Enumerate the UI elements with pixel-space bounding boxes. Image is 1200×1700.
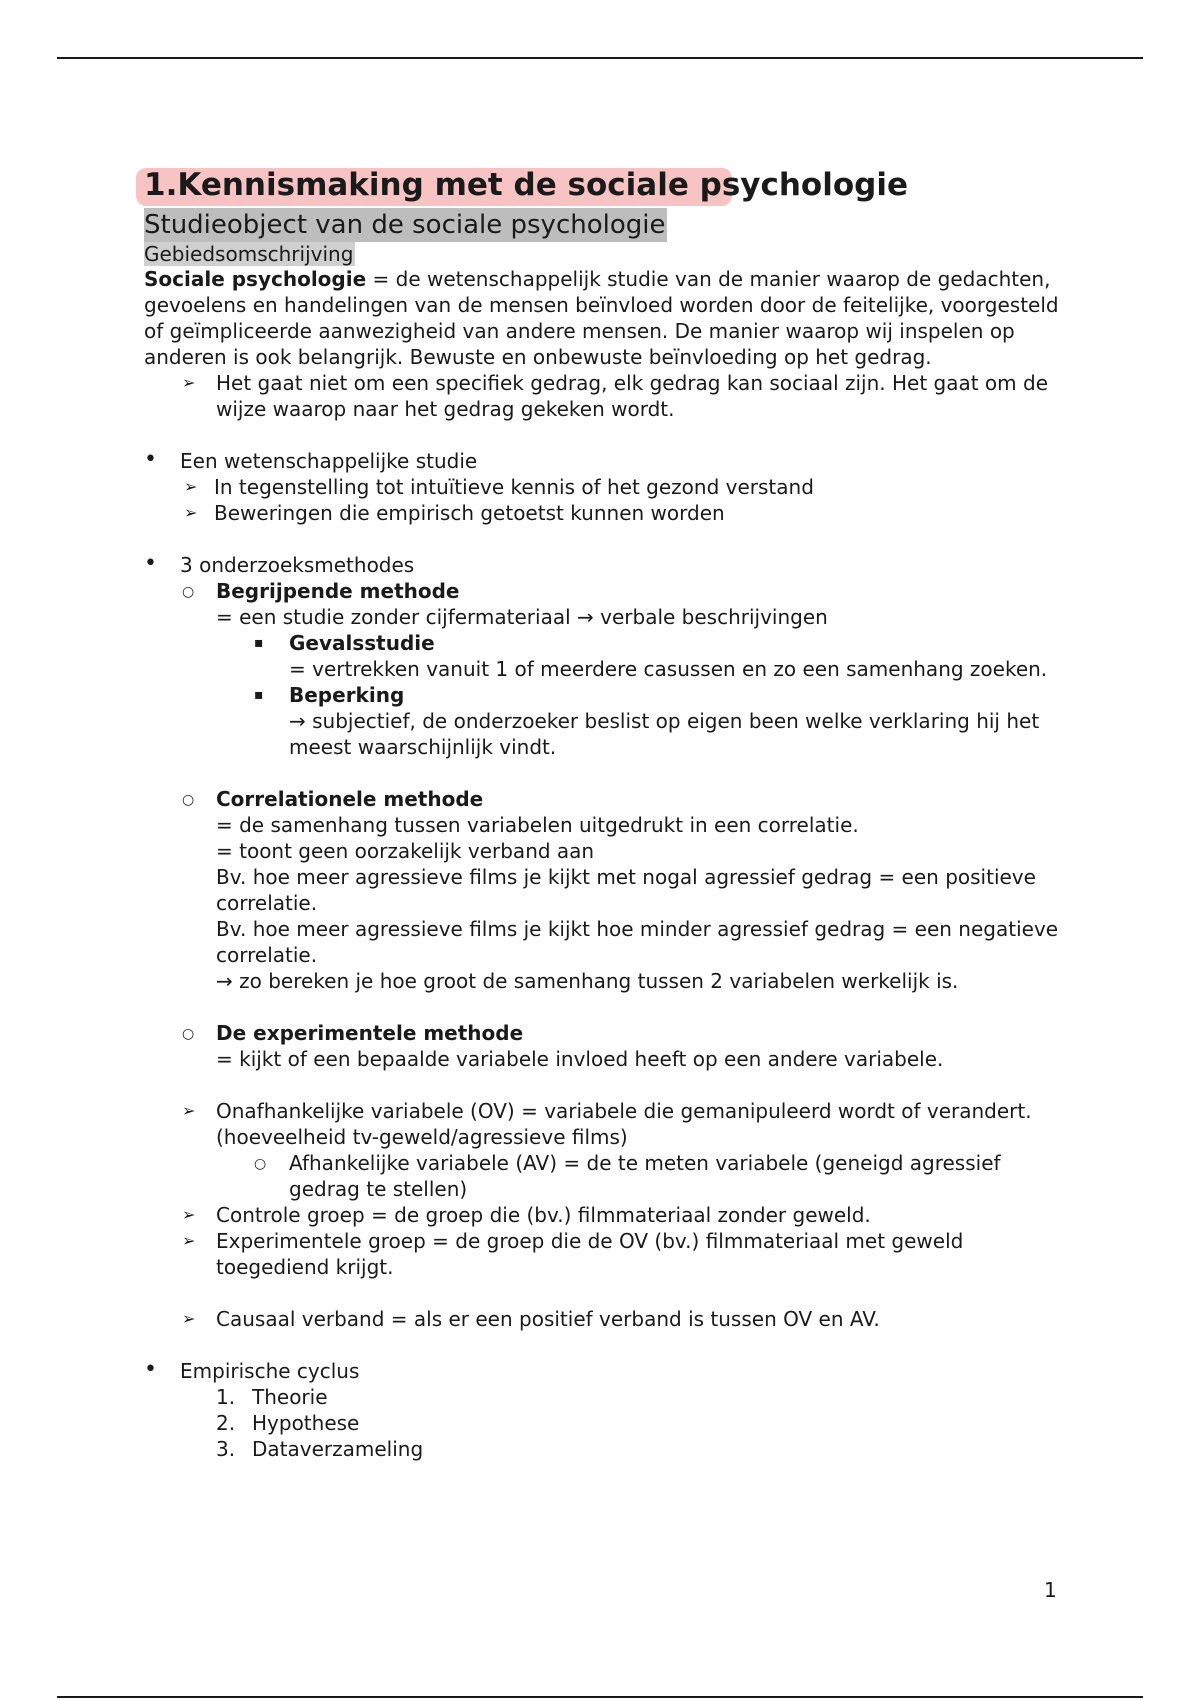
list-item <box>144 578 1064 604</box>
list-item <box>144 682 1064 708</box>
definition-paragraph <box>144 266 1064 370</box>
arrow-bullet-icon: ➢ <box>184 503 198 522</box>
list-item <box>144 1020 1064 1046</box>
list-item <box>144 1358 1064 1384</box>
circle-bullet-icon: ○ <box>182 792 195 808</box>
subsection-heading: Gebiedsomschrijving <box>144 242 354 266</box>
square-bullet-icon: ▪ <box>254 635 264 651</box>
list-item-text: → subjectief, de onderzoeker beslist op eigen been welke verklaring hij het meest waarschijnlijk vindt. <box>289 709 1040 759</box>
circle-bullet-icon: ○ <box>254 1156 267 1172</box>
list-item <box>144 786 1064 812</box>
list-item-text: Causaal verband = als er een positief verband is tussen OV en AV. <box>216 1307 880 1331</box>
header-rule <box>57 57 1143 59</box>
definition-term: Sociale psychologie <box>144 267 367 291</box>
list-item-text: = vertrekken vanuit 1 of meerdere casussen en zo een samenhang zoeken. <box>289 657 1048 681</box>
list-item-text: Controle groep = de groep die (bv.) filmmateriaal zonder geweld. <box>216 1203 871 1227</box>
list-item <box>144 500 1064 526</box>
square-bullet-icon: ▪ <box>254 687 264 703</box>
list-item <box>144 474 1064 500</box>
item-number: 3. <box>216 1437 236 1461</box>
list-item-text: Gevalsstudie <box>289 631 435 655</box>
footer-rule <box>57 1696 1143 1698</box>
arrow-bullet-icon: ➢ <box>182 1309 196 1328</box>
arrow-bullet-icon: ➢ <box>182 1205 196 1224</box>
document-body <box>144 165 1064 1462</box>
chapter-heading-marked: 1.Kennismaking met de sociale <box>144 167 700 203</box>
list-item <box>144 552 1064 578</box>
arrow-bullet-icon: ➢ <box>182 1101 196 1120</box>
item-number: 1. <box>216 1385 236 1409</box>
bullet-icon: • <box>144 551 157 576</box>
list-item-text: Beweringen die empirisch getoetst kunnen worden <box>214 501 725 525</box>
list-item-text: In tegenstelling tot intuïtieve kennis of het gezond verstand <box>214 475 814 499</box>
list-item-text: Bv. hoe meer agressieve films je kijkt hoe minder agressief gedrag = een negatieve correlatie. <box>216 917 1059 967</box>
item-number: 2. <box>216 1411 236 1435</box>
list-item <box>144 1202 1064 1228</box>
list-item-text: = kijkt of een bepaalde variabele invloed heeft op een andere variabele. <box>216 1047 944 1071</box>
list-item-text: = de samenhang tussen variabelen uitgedrukt in een correlatie. <box>216 813 859 837</box>
list-item-text: Hypothese <box>252 1411 360 1435</box>
arrow-bullet-icon: ➢ <box>182 1231 196 1250</box>
list-item-text: Dataverzameling <box>252 1437 424 1461</box>
circle-bullet-icon: ○ <box>182 1026 195 1042</box>
chapter-heading <box>144 165 1064 205</box>
bullet-icon: • <box>144 447 157 472</box>
page-number: 1 <box>1044 1578 1057 1602</box>
list-item-text: = toont geen oorzakelijk verband aan <box>216 839 595 863</box>
method-title: Begrijpende methode <box>216 579 460 603</box>
list-item-text: 3 onderzoeksmethodes <box>180 553 415 577</box>
list-item-text: Een wetenschappelijke studie <box>180 449 478 473</box>
arrow-bullet-icon: ➢ <box>182 373 196 392</box>
list-item <box>144 1098 1064 1124</box>
circle-bullet-icon: ○ <box>182 584 195 600</box>
list-item-text: Bv. hoe meer agressieve films je kijkt met nogal agressief gedrag = een positieve correlatie. <box>216 865 1036 915</box>
list-item <box>144 1150 1064 1202</box>
numbered-item <box>144 1410 1064 1436</box>
list-item-text: → zo bereken je hoe groot de samenhang tussen 2 variabelen werkelijk is. <box>216 969 959 993</box>
list-item-text: Beperking <box>289 683 405 707</box>
bullet-icon: • <box>144 1357 157 1382</box>
method-title: De experimentele methode <box>216 1021 524 1045</box>
list-item-text: Experimentele groep = de groep die de OV (bv.) filmmateriaal met geweld toegediend krijgt. <box>216 1229 964 1279</box>
list-item-text: Het gaat niet om een specifiek gedrag, elk gedrag kan sociaal zijn. Het gaat om de wijze waarop naar het gedrag gekeken wordt. <box>216 371 1049 421</box>
numbered-item <box>144 1384 1064 1410</box>
definition-text: = de wetenschappelijk studie van de manier waarop de gedachten, gevoelens en handelingen van de mensen beïnvloed worden door de feitelijke, voorgesteld of geïmpliceerde aanwezigheid van andere mensen. De manier waarop wij inspelen op anderen is ook belangrijk. Bewuste en onbewuste beïnvloeding op het gedrag. <box>144 267 1059 369</box>
arrow-bullet-icon: ➢ <box>184 477 198 496</box>
chapter-heading-rest: psychologie <box>699 167 908 203</box>
list-item-text: (hoeveelheid tv-geweld/agressieve films) <box>216 1125 628 1149</box>
list-item <box>144 448 1064 474</box>
section-heading: Studieobject van de sociale psychologie <box>144 210 666 240</box>
method-title: Correlationele methode <box>216 787 484 811</box>
list-item <box>144 1306 1064 1332</box>
list-item <box>144 630 1064 656</box>
list-item-text: Empirische cyclus <box>180 1359 360 1383</box>
list-item <box>144 370 1064 422</box>
numbered-item <box>144 1436 1064 1462</box>
list-item-text: Afhankelijke variabele (AV) = de te meten variabele (geneigd agressief gedrag te stellen) <box>289 1151 1001 1201</box>
list-item-text: Onafhankelijke variabele (OV) = variabele die gemanipuleerd wordt of verandert. <box>216 1099 1032 1123</box>
list-item <box>144 1228 1064 1280</box>
list-item-text: = een studie zonder cijfermateriaal → verbale beschrijvingen <box>216 605 828 629</box>
list-item-text: Theorie <box>252 1385 328 1409</box>
